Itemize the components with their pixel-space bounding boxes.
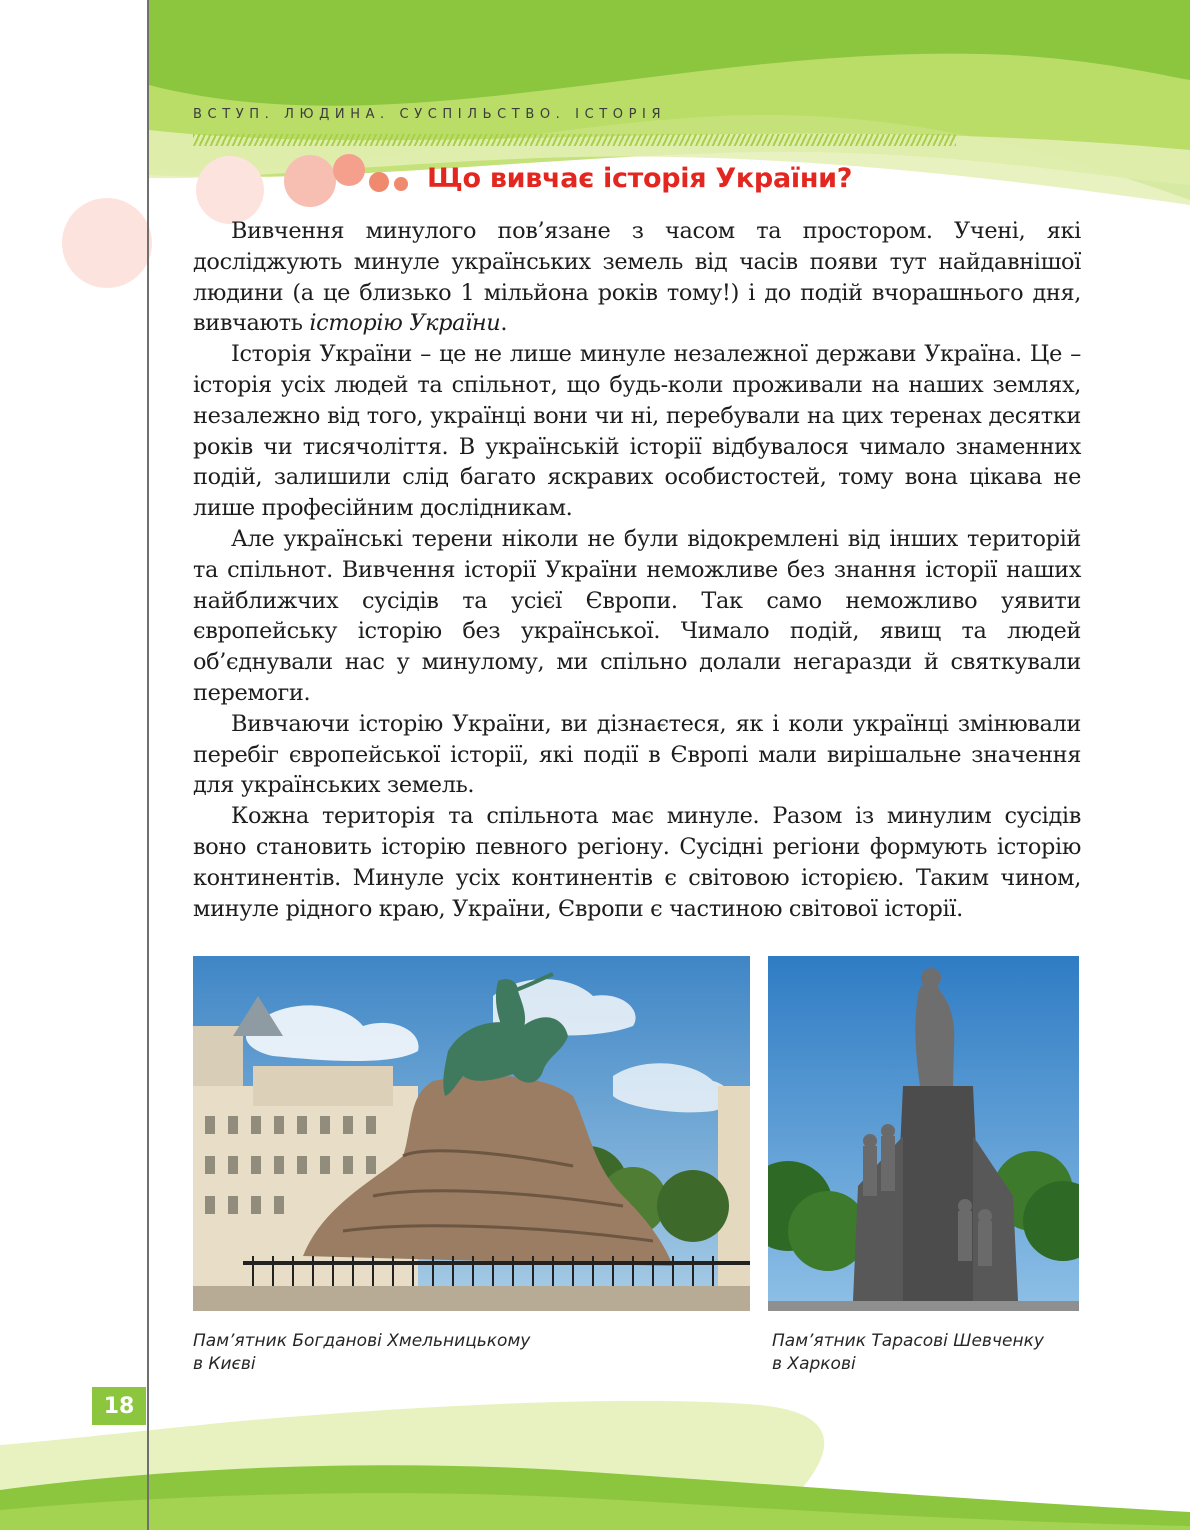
running-header: ВСТУП. ЛЮДИНА. СУСПІЛЬСТВО. ІСТОРІЯ <box>193 107 667 122</box>
paragraph-3: Але українські терени ніколи не були відокремлені від інших територій та спільнот. Вивчення історії України неможливе без знання історії наших найближчих сусідів та усієї Європи. Так само неможливо уявити європейську історію без української. Чимало подій, явищ та людей об’єднували нас у минулому, ми спільно долали негаразди й святкували перемоги. <box>193 525 1081 706</box>
margin-line <box>147 0 149 1530</box>
shevchenko-monument-photo <box>768 956 1079 1311</box>
caption-line: в Харкові <box>772 1354 856 1374</box>
caption-line: в Києві <box>193 1354 256 1374</box>
body-text <box>193 216 1081 924</box>
paragraph-1: Вивчення минулого пов’язане з часом та простором. Учені, які досліджують минуле українських земель від часів появи тут найдавнішої людини (а це близько 1 мільйона років тому!) і до подій вчорашнього дня, вивчають історію України. <box>193 218 1081 337</box>
paragraph-4: Вивчаючи історію України, ви дізнаєтеся, як і коли українці змінювали перебіг європейської історії, які події в Європі мали вирішальне значення для українських земель. <box>193 710 1081 799</box>
caption-line: Пам’ятник Богданові Хмельницькому <box>193 1331 531 1351</box>
figure-caption-1 <box>193 1330 530 1376</box>
page-number: 18 <box>92 1387 146 1425</box>
paragraph-2: Історія України – це не лише минуле незалежної держави Україна. Це – історія усіх людей та спільнот, що будь-коли проживали на наших землях, незалежно від того, українці вони чи ні, перебували на цих теренах десятки років чи тисячоліття. В українській історії відбувалося чимало знаменних подій, залишили слід багато яскравих особистостей, тому вона цікава не лише професійним дослідникам. <box>193 341 1081 522</box>
header-hatch <box>193 134 956 146</box>
caption-line: Пам’ятник Тарасові Шевченку <box>772 1331 1044 1351</box>
figure-caption-2 <box>772 1330 1044 1376</box>
khmelnytsky-monument-photo <box>193 956 750 1311</box>
section-title: Що вивчає історія України? <box>427 163 853 194</box>
paragraph-5: Кожна територія та спільнота має минуле. Разом із минулим сусідів воно становить історію певного регіону. Сусідні регіони формують історію континентів. Минуле усіх континентів є світовою історією. Таким чином, минуле рідного краю, України, Європи є частиною світової історії. <box>193 803 1081 922</box>
